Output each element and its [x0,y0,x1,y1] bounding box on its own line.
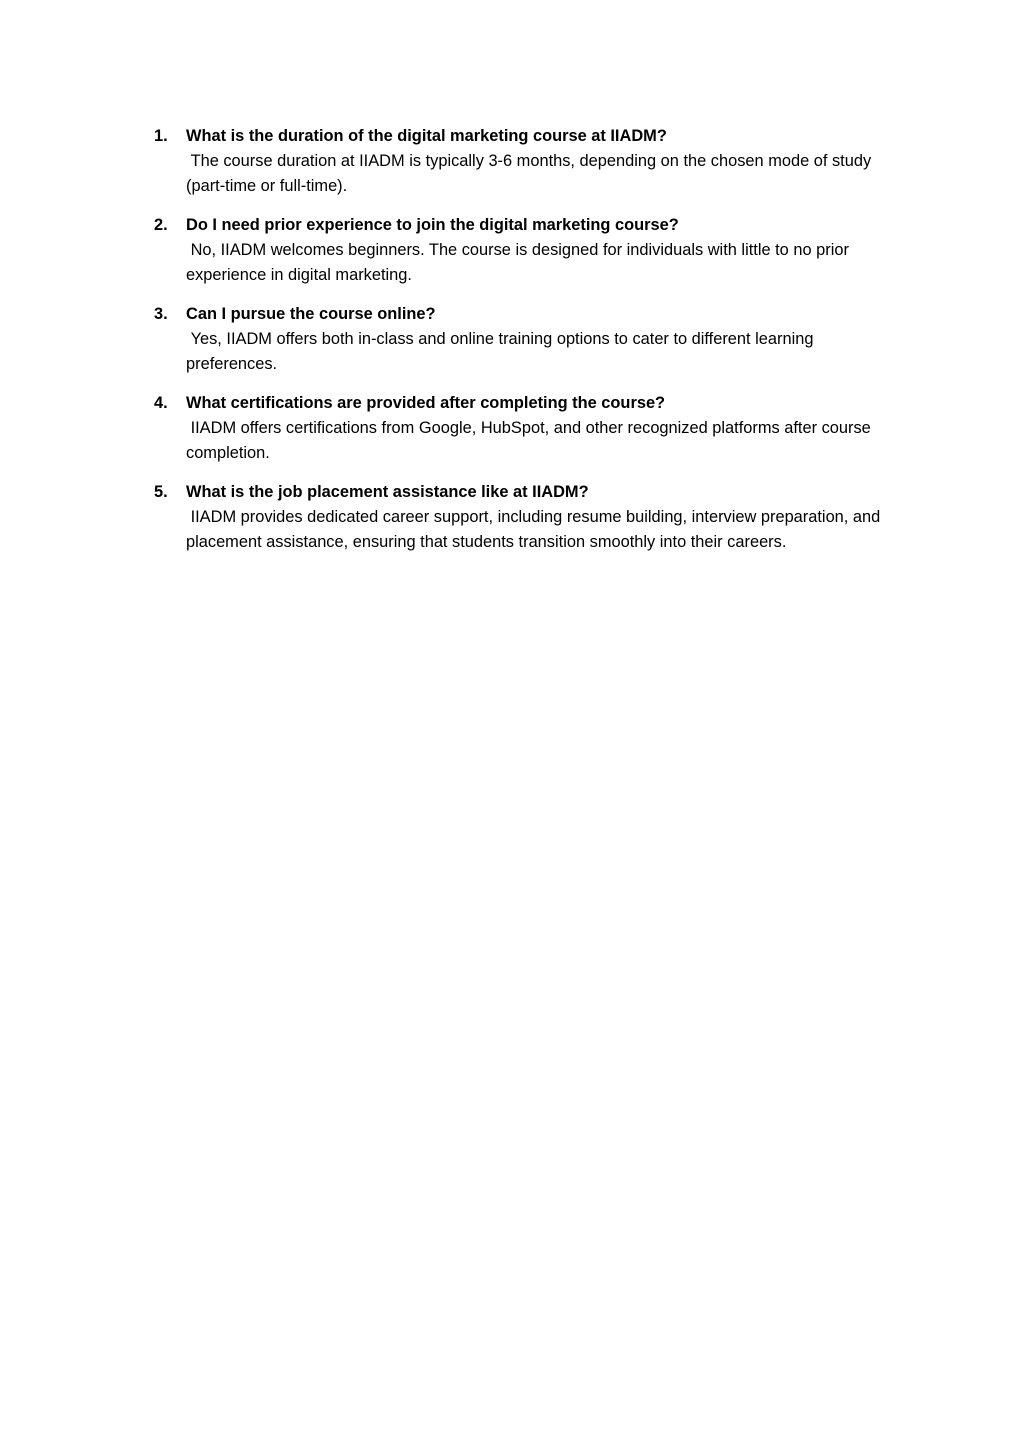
faq-answer: The course duration at IIADM is typically 3-6 months, depending on the chosen mode of study (part-time or full-time). [186,152,876,195]
faq-number: 2. [154,216,168,234]
faq-item [154,124,899,199]
faq-item [154,213,899,288]
faq-question: Can I pursue the course online? [186,305,436,323]
faq-question: What certifications are provided after completing the course? [186,394,666,412]
faq-number: 1. [154,127,168,145]
faq-number: 4. [154,394,168,412]
faq-question: What is the duration of the digital marketing course at IIADM? [186,127,667,145]
faq-question: Do I need prior experience to join the digital marketing course? [186,216,679,234]
faq-question: What is the job placement assistance like at IIADM? [186,483,589,501]
faq-number: 3. [154,305,168,323]
faq-item [154,391,899,466]
faq-list [154,124,899,569]
faq-answer: Yes, IIADM offers both in-class and online training options to cater to different learning preferences. [186,330,819,373]
faq-answer: IIADM provides dedicated career support, including resume building, interview preparation, and placement assistance, ensuring that students transition smoothly into their careers. [186,508,885,551]
faq-item [154,480,899,555]
faq-number: 5. [154,483,168,501]
faq-answer: IIADM offers certifications from Google, HubSpot, and other recognized platforms after course completion. [186,419,876,462]
faq-item [154,302,899,377]
faq-answer: No, IIADM welcomes beginners. The course is designed for individuals with little to no prior experience in digital marketing. [186,241,854,284]
